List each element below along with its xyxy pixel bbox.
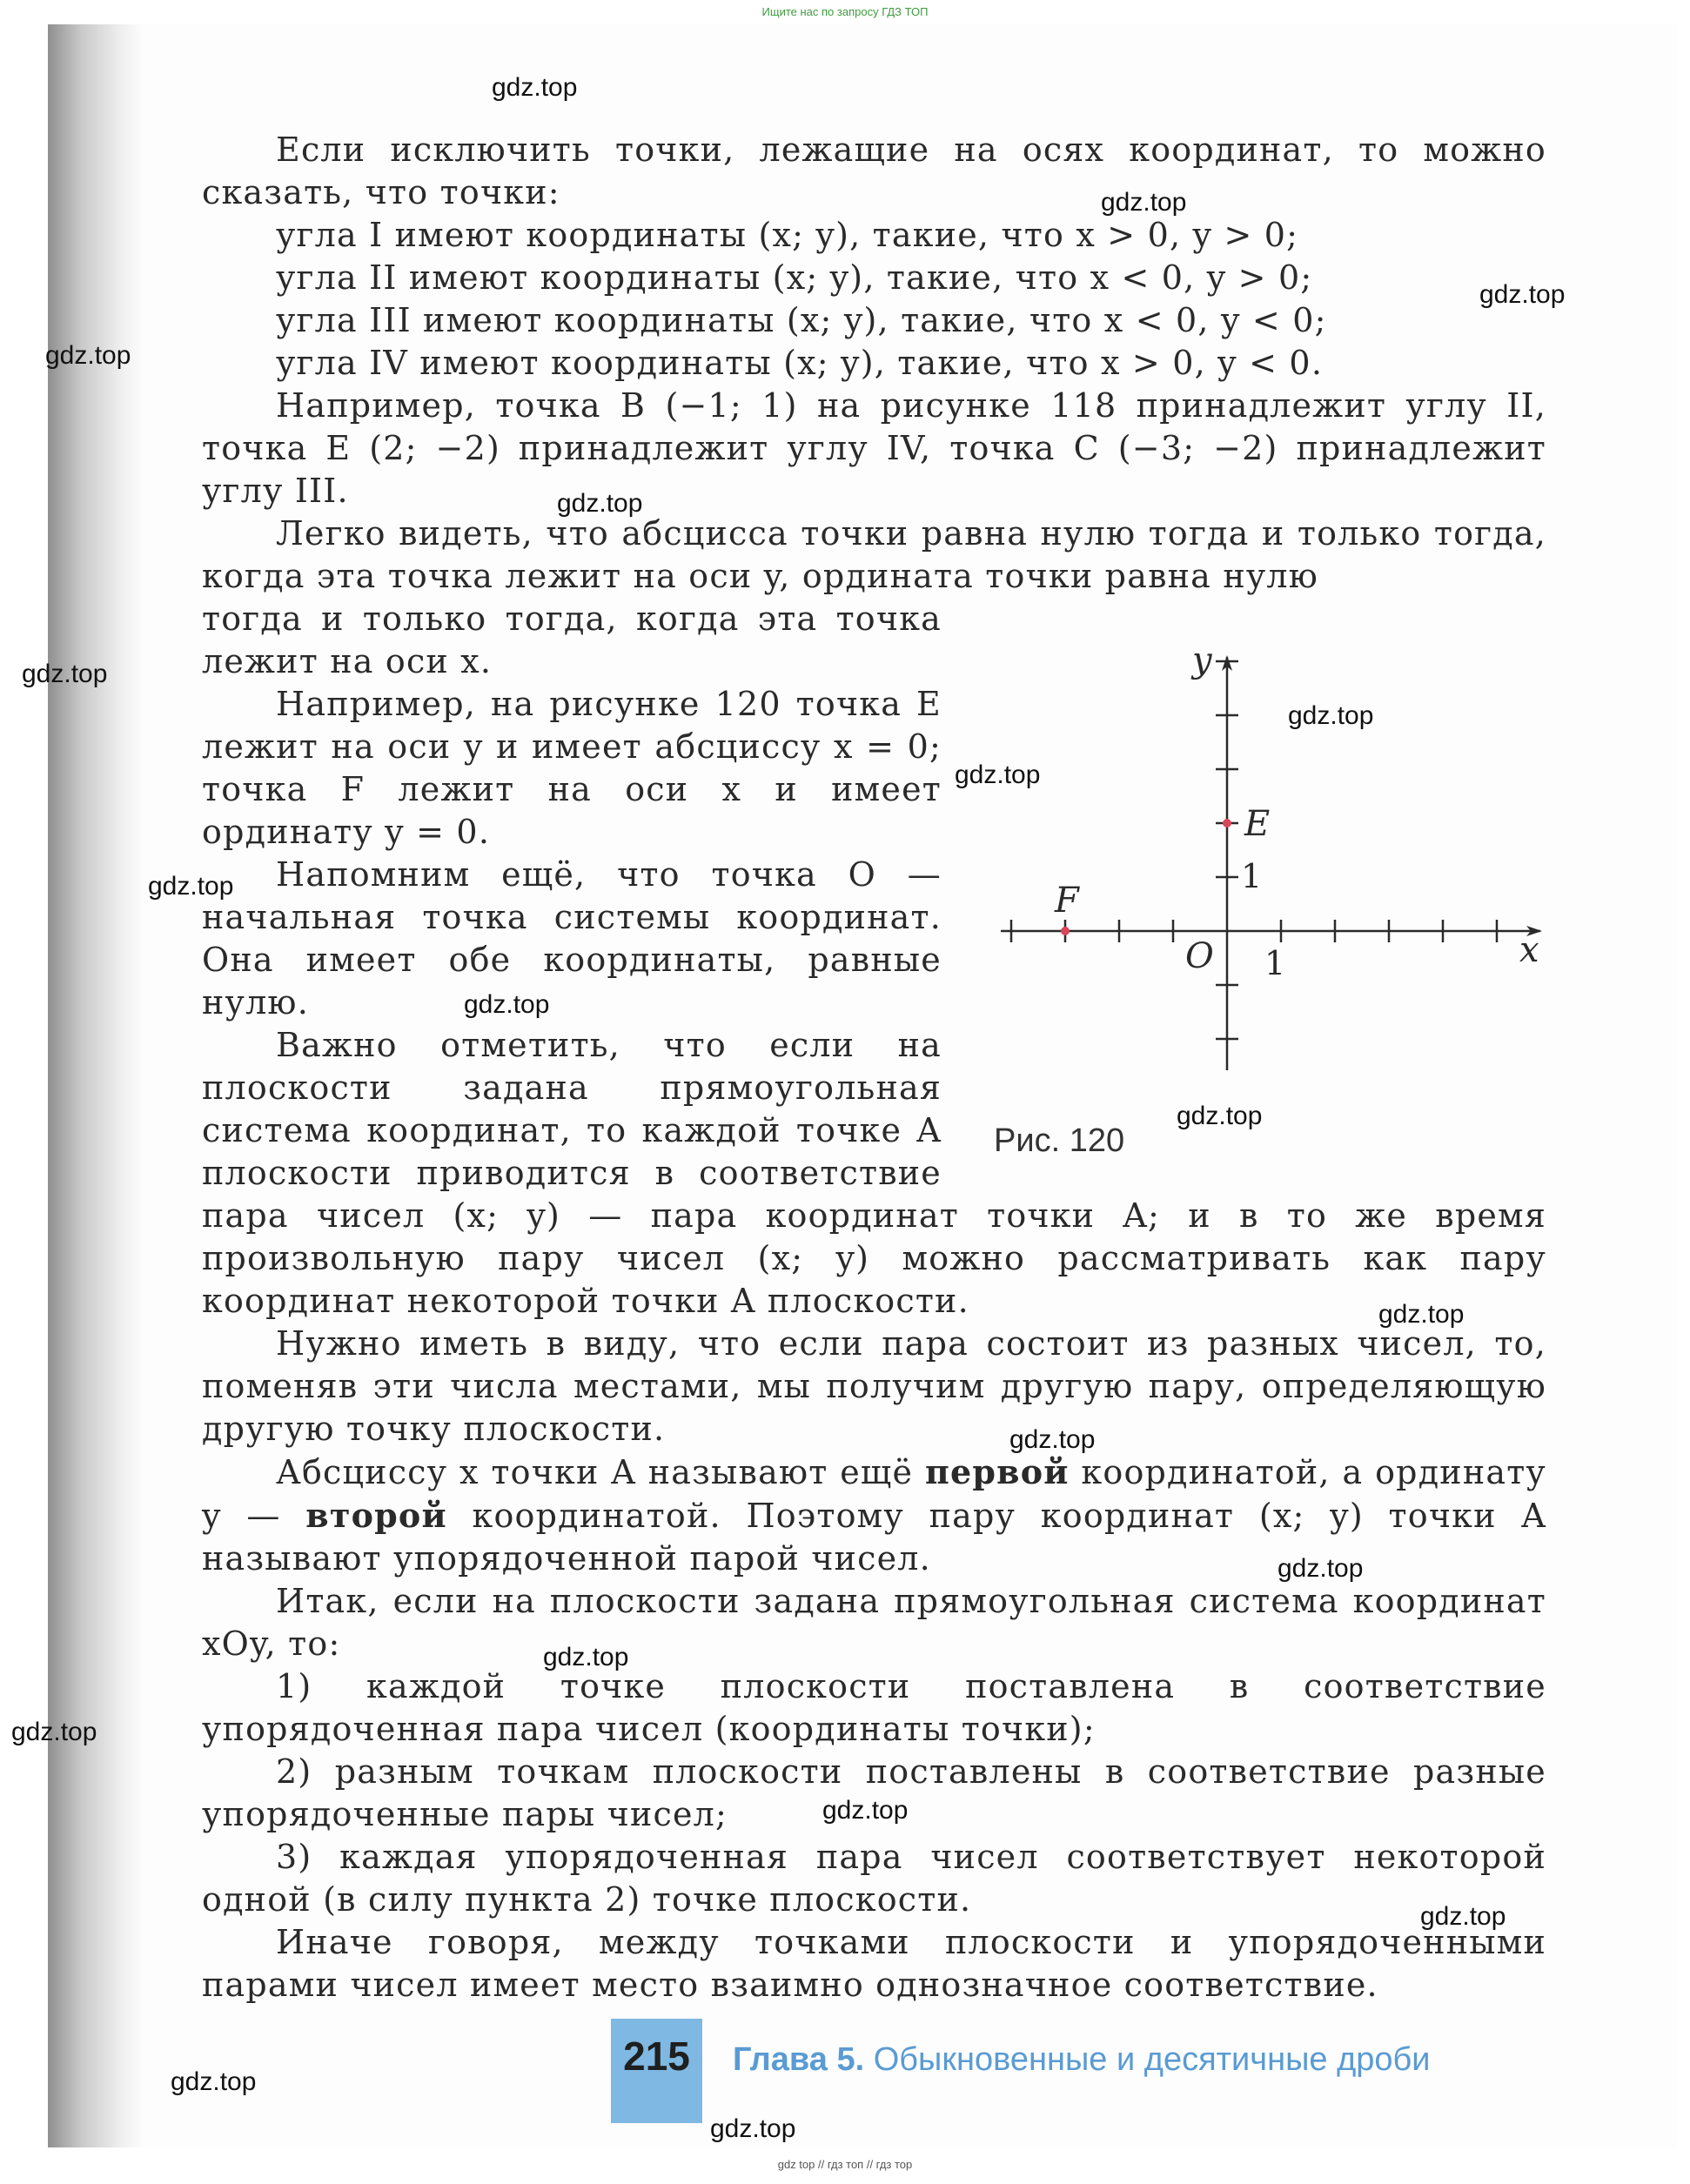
top-banner: Ищите нас по запросу ГДЗ ТОП — [761, 5, 929, 18]
paragraph: Итак, если на плоскости задана прямоугольная система координат xOy, то: — [202, 1582, 1546, 1663]
watermark: gdz.top — [464, 990, 550, 1019]
paragraph: 2) разным точкам плоскости поставлены в соответствие разные упорядоченные пары чисел; — [202, 1752, 1546, 1833]
y-axis-label: y — [1192, 640, 1212, 680]
watermark: gdz.top — [1288, 701, 1374, 730]
watermark: gdz.top — [710, 2114, 796, 2143]
watermark: gdz.top — [822, 1796, 909, 1825]
paragraph: Если исключить точки, лежащие на осях координат, то можно сказать, что точки: — [202, 131, 1546, 211]
watermark: gdz.top — [22, 660, 108, 688]
paragraph: угла III имеют координаты (x; y), такие, что x < 0, y < 0; — [276, 301, 1327, 339]
text-run: координатой, а ординату y — — [202, 1453, 1546, 1535]
watermark: gdz.top — [1420, 1902, 1506, 1931]
paragraph: тогда и только тогда, когда эта точка — [202, 600, 942, 638]
page-number: 215 — [623, 2033, 690, 2079]
point-E — [1223, 819, 1231, 827]
paragraph: Например, точка B (−1; 1) на рисунке 118 принадлежит углу II, точка E (2; −2) принадлежит углу IV, точка C (−3; −2) принадлежит углу III. — [202, 386, 1546, 510]
watermark: gdz.top — [45, 341, 131, 370]
origin-label: O — [1185, 936, 1214, 976]
paragraph: угла II имеют координаты (x; y), такие, что x < 0, y > 0; — [276, 258, 1313, 297]
watermark: gdz.top — [11, 1718, 97, 1746]
figure-120-coordinate-plane — [983, 635, 1558, 1192]
paragraph: угла I имеют координаты (x; y), такие, что x > 0, y > 0; — [276, 216, 1299, 254]
watermark: gdz.top — [1177, 1102, 1263, 1130]
watermark: gdz.top — [1378, 1300, 1465, 1329]
point-E-label: E — [1244, 804, 1271, 844]
point-F-label: F — [1055, 881, 1079, 921]
x-unit-label: 1 — [1264, 944, 1286, 982]
watermark: gdz.top — [171, 2067, 257, 2096]
paragraph: Иначе говоря, между точками плоскости и упорядоченными парами чисел имеет место взаимно однозначное соответствие. — [202, 1923, 1546, 2004]
chapter-label: Глава 5. — [733, 2041, 865, 2078]
watermark: gdz.top — [543, 1643, 629, 1671]
watermark: gdz.top — [557, 489, 643, 518]
paragraph: Напомним ещё, что точка O — начальная точка системы координат. Она имеет обе координаты, равные нулю. — [202, 855, 942, 1022]
bold-term: второй — [305, 1496, 447, 1535]
point-F — [1061, 927, 1070, 935]
paragraph: Важно отметить, что если на плоскости задана прямоугольная система координат, то каждой точке A плоскости приводится в соответствие — [202, 1026, 942, 1192]
watermark: gdz.top — [955, 760, 1041, 789]
chapter-name: Обыкновенные и десятичные дроби — [873, 2041, 1431, 2078]
watermark: gdz.top — [1101, 188, 1187, 217]
paragraph: Нужно иметь в виду, что если пара состоит из разных чисел, то, поменяв эти числа местами, мы получим другую пару, определяющую другую точку плоскости. — [202, 1324, 1546, 1448]
watermark: gdz.top — [492, 73, 578, 102]
paragraph: 3) каждая упорядоченная пара чисел соответствует некоторой одной (в силу пункта 2) точке плоскости. — [202, 1838, 1546, 1919]
x-axis-label: x — [1519, 930, 1539, 970]
bottom-banner: gdz top // гдз топ // гдз тор — [777, 2158, 913, 2171]
paragraph: пара чисел (x; y) — пара координат точки A; и в то же время произвольную пару чисел (x; y) можно рассматривать как пару координат некоторой точки A плоскости. — [202, 1196, 1546, 1320]
paragraph: лежит на оси x. — [202, 642, 493, 680]
watermark: gdz.top — [148, 872, 234, 901]
figure-caption: Рис. 120 — [994, 1122, 1125, 1159]
y-unit-label: 1 — [1241, 857, 1263, 895]
paragraph: Легко видеть, что абсцисса точки равна нулю тогда и только тогда, когда эта точка лежит на оси y, ордината точки равна нулю — [202, 514, 1546, 595]
text-run: Абсциссу x точки A называют ещё — [276, 1453, 925, 1491]
watermark: gdz.top — [1479, 280, 1566, 309]
text-run: координатой. Поэтому пару координат (x; y) точки A называют упорядоченной парой чисел. — [202, 1497, 1546, 1578]
paragraph: 1) каждой точке плоскости поставлена в соответствие упорядоченная пара чисел (координаты точки); — [202, 1667, 1546, 1748]
bold-term: первой — [924, 1452, 1070, 1491]
watermark: gdz.top — [1009, 1425, 1096, 1454]
axis-ticks — [1011, 661, 1497, 1039]
paragraph: Например, на рисунке 120 точка E лежит на оси y и имеет абсциссу x = 0; точка F лежит на оси x и имеет ординату y = 0. — [202, 685, 942, 851]
watermark: gdz.top — [1278, 1554, 1364, 1583]
chapter-title — [733, 2041, 1431, 2079]
paragraph: угла IV имеют координаты (x; y), такие, что x > 0, y < 0. — [276, 344, 1324, 382]
